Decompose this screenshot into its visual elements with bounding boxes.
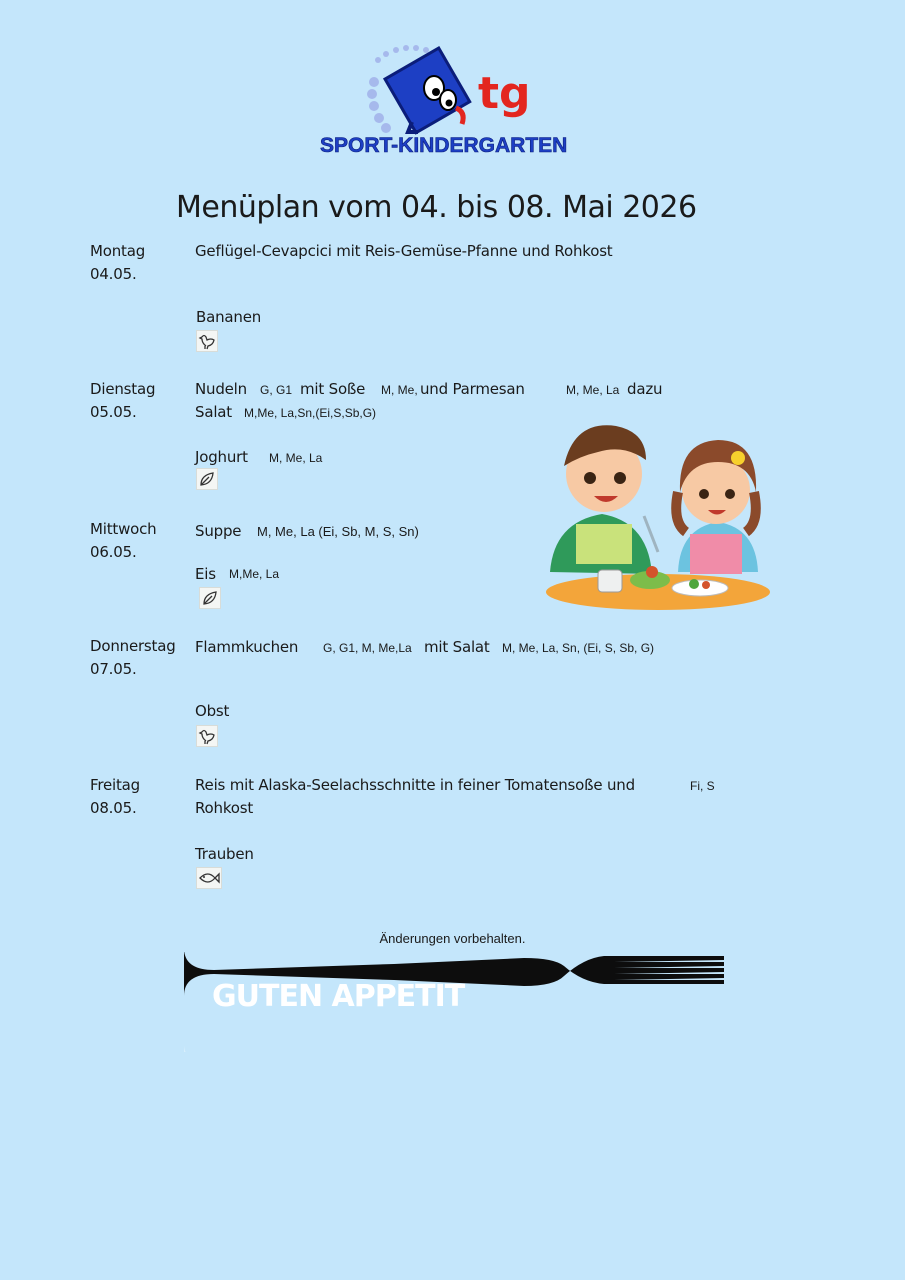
main-dish-friday-line2: Rohkost — [195, 799, 254, 817]
allergen-codes: M, Me, La (Ei, Sb, M, S, Sn) — [257, 524, 419, 539]
allergen-codes: M, Me, La — [566, 383, 620, 397]
day-date-friday: 08.05. — [90, 799, 137, 817]
children-eating-illustration — [540, 412, 772, 612]
main-dish-tuesday-a: Nudeln — [195, 380, 247, 398]
changes-notice: Änderungen vorbehalten. — [379, 931, 526, 946]
day-name-tuesday: Dienstag — [90, 380, 156, 398]
dessert-thursday: Obst — [195, 702, 230, 720]
allergen-codes: M, Me, La — [269, 451, 323, 465]
fish-icon — [196, 867, 222, 889]
day-name-wednesday: Mittwoch — [90, 520, 157, 538]
main-dish-thursday: Flammkuchen — [195, 638, 299, 656]
allergen-codes: M,Me, La,Sn,(Ei,S,Sb,G) — [244, 406, 377, 420]
main-dish-tuesday-c: und Parmesan — [420, 380, 525, 398]
allergen-codes: M, Me, — [381, 383, 418, 397]
dessert-friday: Trauben — [195, 845, 254, 863]
dessert-monday: Bananen — [196, 308, 262, 326]
logo-graphic — [316, 30, 586, 160]
allergen-codes: Fi, S — [690, 779, 715, 793]
guten-appetit-fork-graphic — [180, 952, 728, 1052]
kindergarten-logo — [316, 30, 586, 160]
page-title: Menüplan vom 04. bis 08. Mai 2026 — [176, 190, 697, 225]
main-dish-tuesday-d: dazu — [627, 380, 663, 398]
dessert-wednesday: Eis — [195, 565, 216, 583]
side-dish-thursday: mit Salat — [424, 638, 490, 656]
chicken-icon — [196, 330, 218, 352]
dessert-tuesday: Joghurt — [195, 448, 248, 466]
allergen-codes: M, Me, La, Sn, (Ei, S, Sb, G) — [502, 641, 655, 655]
day-name-monday: Montag — [90, 242, 146, 260]
allergen-codes: G, G1 — [260, 383, 293, 397]
day-date-wednesday: 06.05. — [90, 543, 137, 561]
day-date-monday: 04.05. — [90, 265, 137, 283]
svg-text:tg: tg — [478, 68, 531, 119]
day-name-friday: Freitag — [90, 776, 140, 794]
svg-text:SPORT-KINDERGARTEN: SPORT-KINDERGARTEN — [320, 134, 568, 157]
day-name-thursday: Donnerstag — [90, 637, 176, 655]
main-dish-tuesday-b: mit Soße — [300, 380, 366, 398]
day-date-thursday: 07.05. — [90, 660, 137, 678]
chicken-icon — [196, 725, 218, 747]
main-dish-friday-line1: Reis mit Alaska-Seelachsschnitte in feiner Tomatensoße und — [195, 776, 635, 794]
day-date-tuesday: 05.05. — [90, 403, 137, 421]
leaf-icon — [196, 468, 218, 490]
main-dish-monday: Geflügel-Cevapcici mit Reis-Gemüse-Pfanne und Rohkost — [195, 242, 613, 260]
allergen-codes: G, G1, M, Me,La — [323, 641, 412, 655]
leaf-icon — [199, 587, 221, 609]
main-dish-tuesday-e: Salat — [195, 403, 232, 421]
allergen-codes: M,Me, La — [229, 567, 280, 581]
main-dish-wednesday: Suppe — [195, 522, 242, 540]
svg-text:GUTEN APPETIT: GUTEN APPETIT — [212, 979, 465, 1014]
